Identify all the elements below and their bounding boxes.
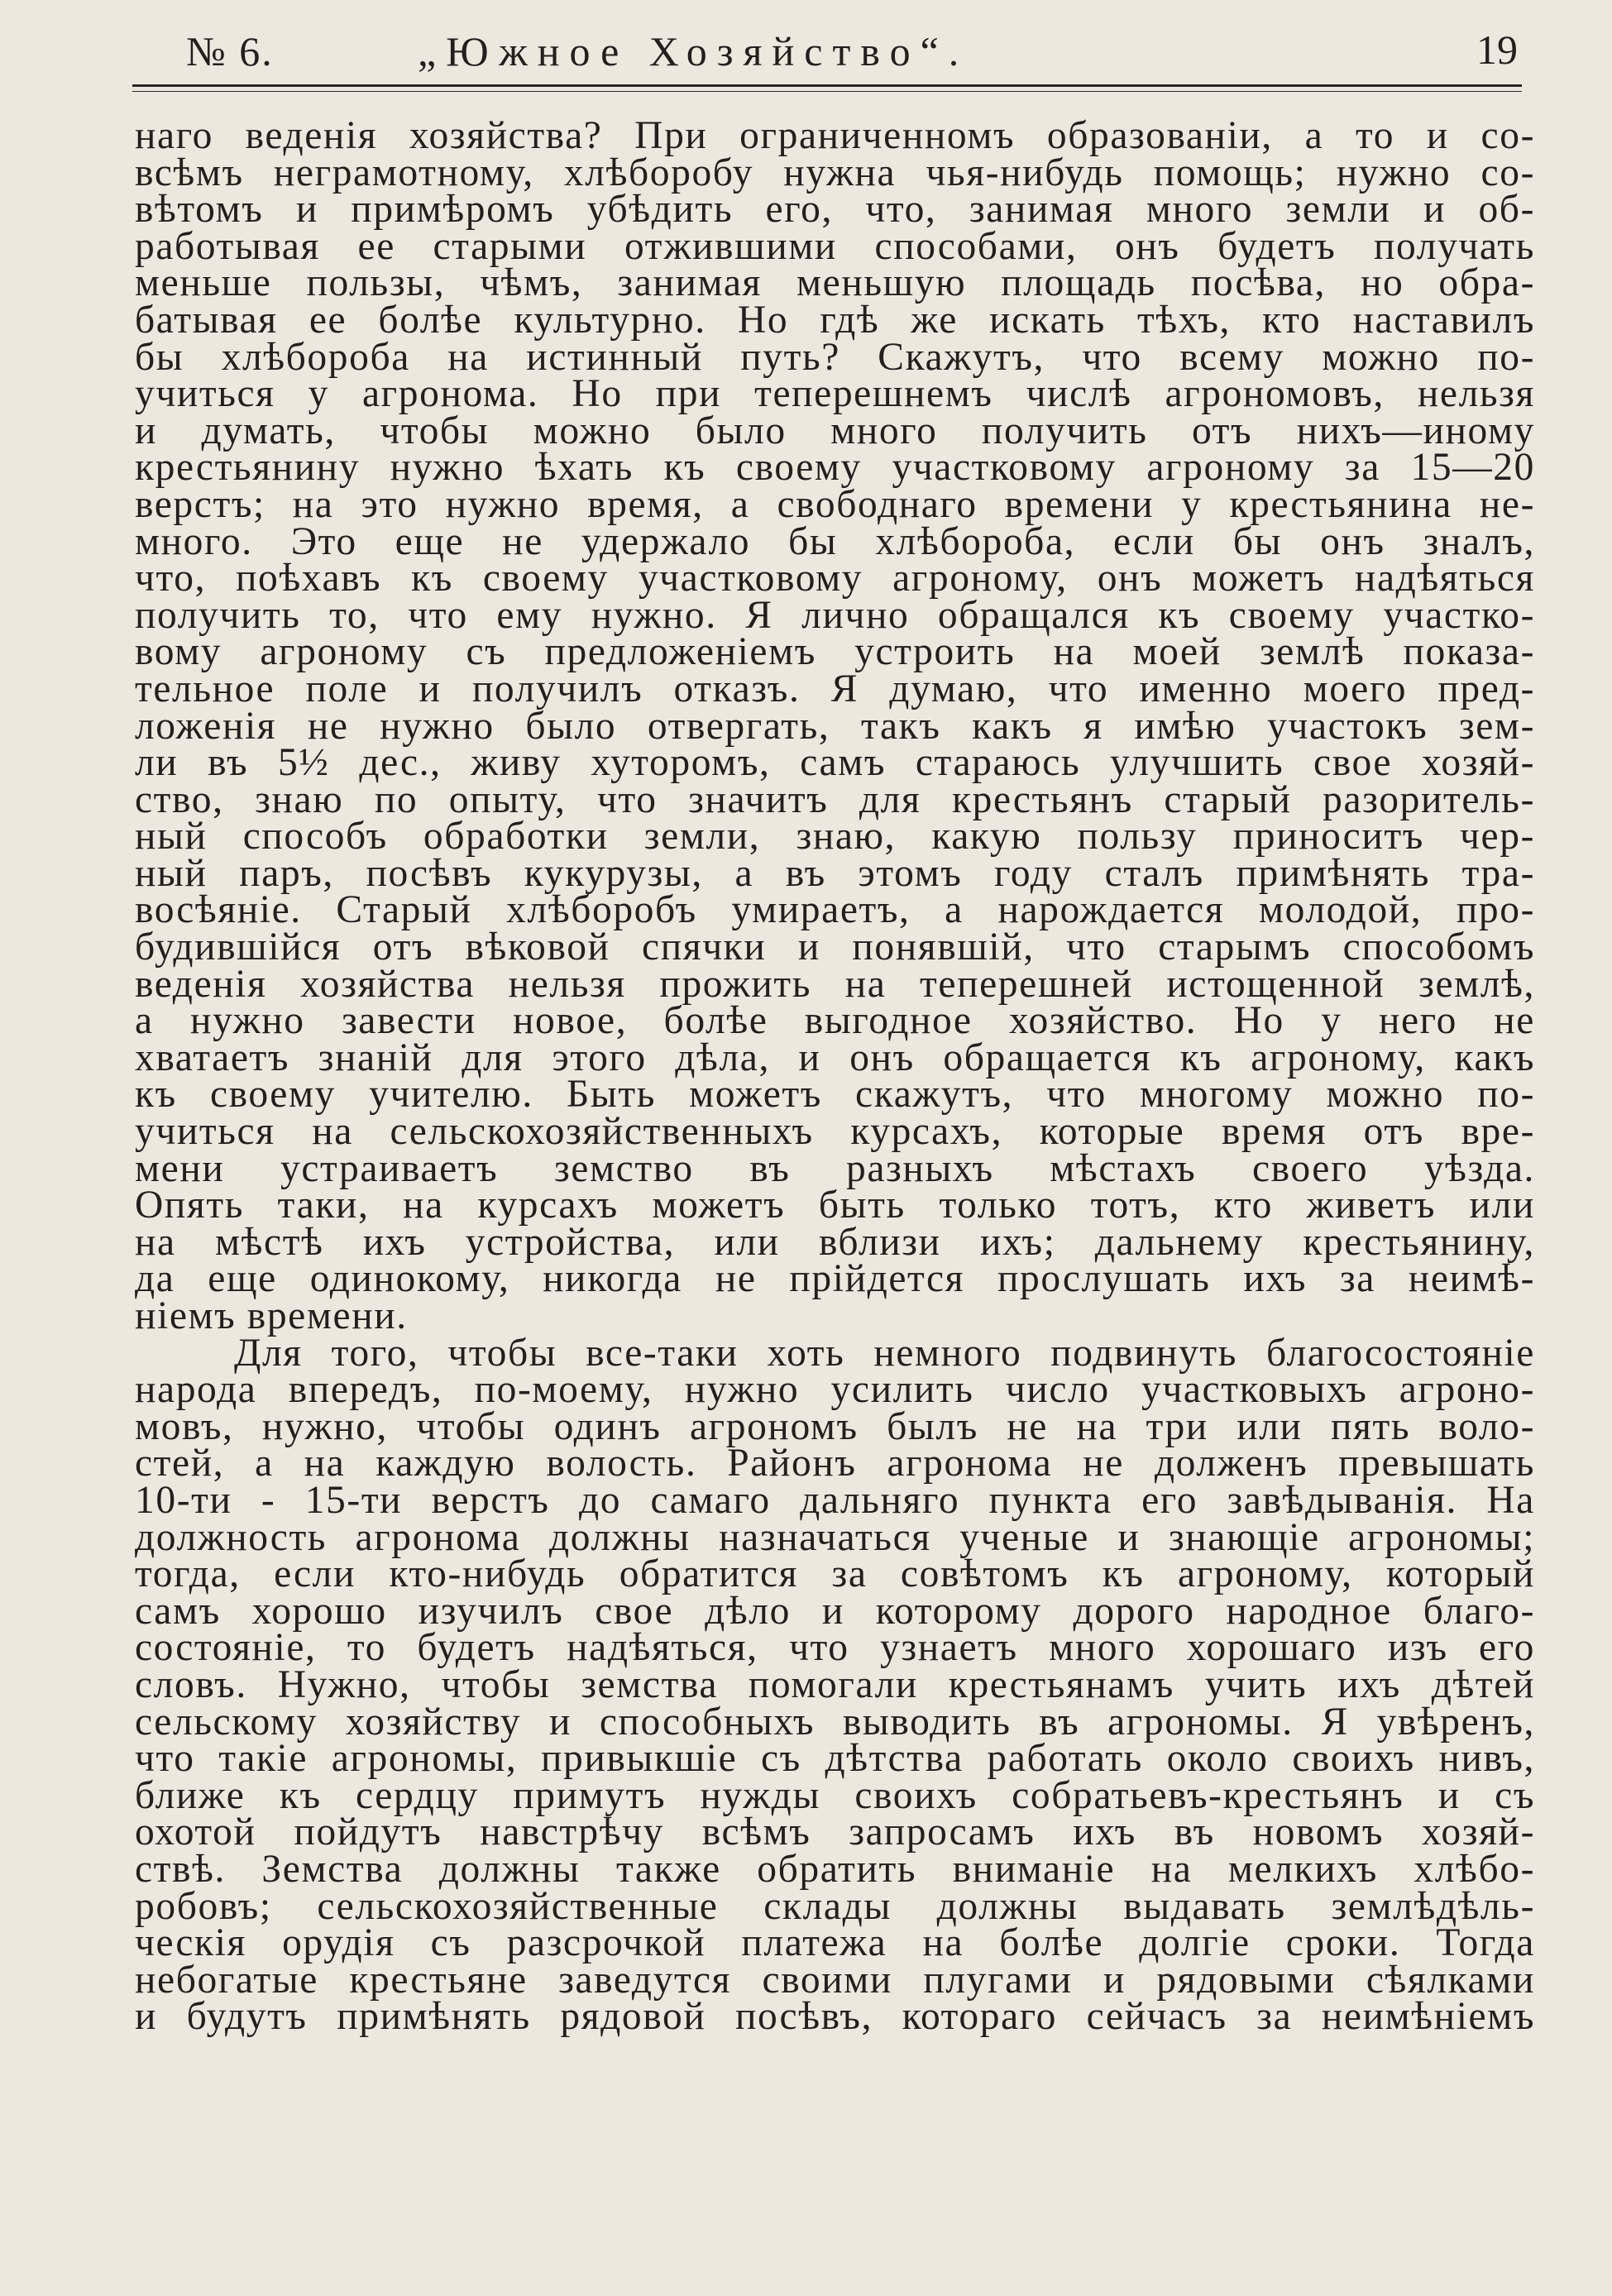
- text-line: ближе къ сердцу примутъ нужды своихъ собратьевъ-крестьянъ и съ: [135, 1773, 1535, 1817]
- running-header: [136, 26, 1526, 76]
- text-line: ство, знаю по опыту, что значитъ для крестьянъ старый разоритель-: [135, 777, 1535, 821]
- text-line: бы хлѣбороба на истинный путь? Скажутъ, что всему можно по-: [135, 335, 1535, 379]
- text-line: ложенія не нужно было отвергать, такъ какъ я имѣю участокъ зем-: [135, 704, 1535, 748]
- text-line: охотой пойдутъ навстрѣчу всѣмъ запросамъ ихъ въ новомъ хозяй-: [135, 1810, 1535, 1854]
- text-line: всѣмъ неграмотному, хлѣборобу нужна чья-нибудь помощь; нужно со-: [135, 151, 1535, 194]
- text-line: работывая ее старыми отжившими способами, онъ будетъ получать: [135, 224, 1535, 268]
- text-line: народа впередъ, по-моему, нужно усилить число участковыхъ агроно-: [135, 1368, 1535, 1412]
- text-line: ли въ 5½ дес., живу хуторомъ, самъ стараюсь улучшить свое хозяй-: [135, 741, 1535, 785]
- text-line: ный паръ, посѣвъ кукурузы, а въ этомъ году сталъ примѣнять тра-: [135, 851, 1535, 895]
- text-line: на мѣстѣ ихъ устройства, или вблизи ихъ; дальнему крестьянину,: [135, 1220, 1535, 1264]
- text-line: меньше пользы, чѣмъ, занимая меньшую площадь посѣва, но обра-: [135, 261, 1535, 305]
- text-line: тогда, если кто-нибудь обратится за совѣтомъ къ агроному, который: [135, 1552, 1535, 1596]
- text-line: и будутъ примѣнять рядовой посѣвъ, котораго сейчасъ за неимѣніемъ: [135, 1995, 1535, 2039]
- text-line: небогатые крестьяне заведутся своими плугами и рядовыми сѣялками: [135, 1958, 1535, 2002]
- text-line: крестьянину нужно ѣхать къ своему участковому агроному за 15—20: [135, 446, 1535, 490]
- text-line: состояніе, то будетъ надѣяться, что узнаетъ много хорошаго изъ его: [135, 1626, 1535, 1670]
- text-line: мовъ, нужно, чтобы одинъ агрономъ былъ не на три или пять воло-: [135, 1404, 1535, 1448]
- text-line: батывая ее болѣе культурно. Но гдѣ же искать тѣхъ, кто наставилъ: [135, 298, 1535, 342]
- header-rule-thick: [132, 84, 1522, 87]
- text-line: вому агроному съ предложеніемъ устроить на моей землѣ показа-: [135, 630, 1535, 674]
- text-line: учиться на сельскохозяйственныхъ курсахъ, которые время отъ вре-: [135, 1110, 1535, 1154]
- text-line: много. Это еще не удержало бы хлѣбороба, если бы онъ зналъ,: [135, 519, 1535, 563]
- text-line: да еще одинокому, никогда не прійдется прослушать ихъ за неимѣ-: [135, 1257, 1535, 1301]
- journal-title: „Южное Хозяйство“.: [418, 28, 969, 74]
- text-line: наго веденія хозяйства? При ограниченномъ образованіи, а то и со-: [135, 114, 1535, 157]
- paragraph-first-line: Для того, чтобы все-таки хоть немного подвинуть благосостояніе: [234, 1331, 1535, 1375]
- text-line: тельное поле и получилъ отказъ. Я думаю, что именно моего пред-: [135, 667, 1535, 710]
- text-line: къ своему учителю. Быть можетъ скажутъ, что многому можно по-: [135, 1073, 1535, 1117]
- text-line: сельскому хозяйству и способныхъ выводить въ агрономы. Я увѣренъ,: [135, 1700, 1535, 1744]
- article-body: [135, 114, 1535, 2039]
- text-line: что такіе агрономы, привыкшіе съ дѣтства работать около своихъ нивъ,: [135, 1737, 1535, 1781]
- page-number: 19: [1476, 26, 1518, 73]
- text-line: 10-ти - 15-ти верстъ до самаго дальняго пункта его завѣдыванія. На: [135, 1478, 1535, 1522]
- text-line: ческія орудія съ разсрочкой платежа на болѣе долгіе сроки. Тогда: [135, 1921, 1535, 1965]
- text-line: учиться у агронома. Но при теперешнемъ числѣ агрономовъ, нельзя: [135, 372, 1535, 416]
- text-line: вѣтомъ и примѣромъ убѣдить его, что, занимая много земли и об-: [135, 188, 1535, 232]
- text-line: робовъ; сельскохозяйственные склады должны выдавать землѣдѣль-: [135, 1884, 1535, 1928]
- text-line: что, поѣхавъ къ своему участковому агроному, онъ можетъ надѣяться: [135, 557, 1535, 600]
- header-rule-thin: [132, 91, 1522, 92]
- text-line: ный способъ обработки земли, знаю, какую пользу приноситъ чер-: [135, 815, 1535, 859]
- text-line: Опять таки, на курсахъ можетъ быть только тотъ, кто живетъ или: [135, 1184, 1535, 1227]
- text-line: и думать, чтобы можно было много получить отъ нихъ—иному: [135, 409, 1535, 452]
- text-line: будившійся отъ вѣковой спячки и понявшій, что старымъ способомъ: [135, 926, 1535, 969]
- text-line: восѣяніе. Старый хлѣборобъ умираетъ, а нарождается молодой, про-: [135, 888, 1535, 932]
- text-line: а нужно завести новое, болѣе выгодное хозяйство. Но у него не: [135, 999, 1535, 1043]
- text-line: словъ. Нужно, чтобы земства помогали крестьянамъ учить ихъ дѣтей: [135, 1662, 1535, 1706]
- text-line: мени устраиваетъ земство въ разныхъ мѣстахъ своего уѣзда.: [135, 1146, 1535, 1190]
- text-line: верстъ; на это нужно время, а свободнаго времени у крестьянина не-: [135, 482, 1535, 526]
- paragraph-end-line: ніемъ времени.: [135, 1294, 408, 1337]
- text-line: стей, а на каждую волость. Районъ агронома не долженъ превышать: [135, 1442, 1535, 1485]
- text-line: получить то, что ему нужно. Я лично обращался къ своему участко-: [135, 593, 1535, 637]
- issue-number: № 6.: [186, 28, 274, 74]
- text-line: веденія хозяйства нельзя прожить на теперешней истощенной землѣ,: [135, 962, 1535, 1006]
- text-line: ствѣ. Земства должны также обратить вниманіе на мелкихъ хлѣбо-: [135, 1847, 1535, 1891]
- text-line: самъ хорошо изучилъ свое дѣло и которому дорого народное благо-: [135, 1589, 1535, 1633]
- text-line: должность агронома должны назначаться ученые и знающіе агрономы;: [135, 1515, 1535, 1559]
- text-line: хватаетъ знаній для этого дѣла, и онъ обращается къ агроному, какъ: [135, 1036, 1535, 1079]
